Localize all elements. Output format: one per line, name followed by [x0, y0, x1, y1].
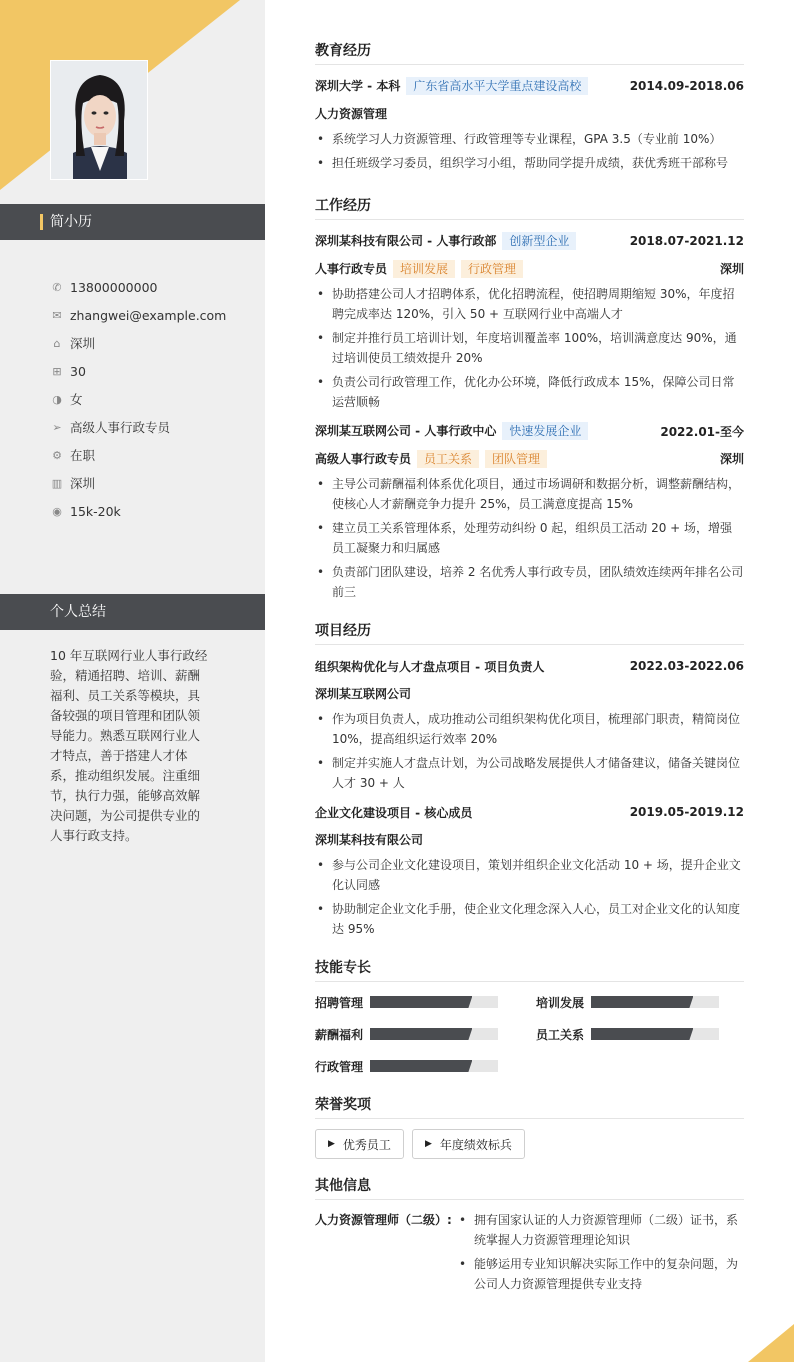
project-bullets — [315, 709, 744, 793]
contact-item — [50, 497, 226, 525]
skill-bar-fill — [370, 1028, 472, 1040]
list-item: • 负责公司行政管理工作，优化办公环境，降低行政成本 15%，保障公司日常运营顺畅 — [315, 372, 744, 412]
skill-item — [536, 992, 744, 1012]
list-item: • 协助搭建公司人才招聘体系，优化招聘流程，使招聘周期缩短 30%，年度招聘完成率达 120%，引入 50 + 互联网行业中高端人才 — [315, 284, 744, 324]
job-header — [315, 420, 744, 442]
summary-heading: 个人总结 — [0, 594, 265, 630]
job-bullets — [315, 474, 744, 602]
list-item: • 建立员工关系管理体系，处理劳动纠纷 0 起，组织员工活动 20 + 场，增强员工凝聚力和归属感 — [315, 518, 744, 558]
list-item: • 负责部门团队建设，培养 2 名优秀人事行政专员，团队绩效连续两年排名公司前三 — [315, 562, 744, 602]
skill-name: 薪酬福利 — [315, 1027, 364, 1042]
job-city: 深圳 — [719, 452, 744, 466]
skill-item — [315, 992, 536, 1012]
job-entry — [315, 230, 744, 412]
school-name: 深圳大学 - 本科 — [315, 79, 401, 93]
work-section — [315, 195, 744, 602]
list-item: • 参与公司企业文化建设项目，策划并组织企业文化活动 10 + 场，提升企业文化认同感 — [315, 855, 744, 895]
other-bullets — [457, 1210, 744, 1298]
contact-text: 深圳 — [70, 336, 96, 351]
skill-bar-fill — [591, 1028, 693, 1040]
job-bullets — [315, 284, 744, 412]
project-header — [315, 801, 744, 823]
summary-text: 10 年互联网行业人事行政经验，精通招聘、培训、薪酬福利、员工关系等模块，具备较强的项目管理和团队领导能力。熟悉互联网行业人才特点，善于搭建人才体系，推动组织发展。注重细节，执行力强，能够高效解决问题，为公司提供专业的人事行政支持。 — [50, 648, 208, 843]
job-role-row — [315, 258, 744, 280]
project-org: 深圳某科技有限公司 — [315, 833, 424, 847]
contact-text: 30 — [70, 363, 86, 379]
job-role-row — [315, 448, 744, 470]
major: 人力资源管理 — [315, 107, 388, 121]
contact-text: 高级人事行政专员 — [70, 420, 171, 435]
skill-bar-fill — [591, 996, 693, 1008]
honors-section — [315, 1094, 744, 1159]
role-tag: 行政管理 — [461, 260, 523, 278]
job-role: 人事行政专员 — [315, 262, 388, 276]
salary-icon: ◉ — [52, 504, 62, 518]
skill-name: 行政管理 — [315, 1059, 364, 1074]
list-item: • 系统学习人力资源管理、行政管理等专业课程，GPA 3.5（专业前 10%） — [315, 129, 744, 149]
education-date: 2014.09-2018.06 — [629, 79, 744, 93]
contact-list — [50, 273, 226, 525]
list-item: • 担任班级学习委员，组织学习小组，帮助同学提升成绩，获优秀班干部称号 — [315, 153, 744, 173]
resume-heading: 简小历 — [0, 204, 265, 240]
play-icon: ▶ — [328, 1139, 335, 1149]
send-icon: ➢ — [52, 420, 62, 434]
contact-item — [50, 329, 226, 357]
education-header — [315, 75, 744, 97]
company-tag: 快速发展企业 — [502, 422, 588, 440]
accent-corner — [748, 1324, 794, 1362]
company-name: 深圳某互联网公司 - 人事行政中心 — [315, 424, 497, 438]
project-name: 组织架构优化与人才盘点项目 - 项目负责人 — [315, 659, 545, 674]
award-label: 优秀员工 — [342, 1137, 391, 1152]
education-bullets — [315, 129, 744, 173]
skill-name: 员工关系 — [536, 1027, 585, 1042]
other-info — [315, 1210, 744, 1298]
list-item: • 作为项目负责人，成功推动公司组织架构优化项目，梳理部门职责，精简岗位 10%，提高组织运行效率 20% — [315, 709, 744, 749]
skills-section — [315, 957, 744, 1076]
status-icon: ⚙ — [52, 448, 62, 462]
heading-accent-bar — [40, 214, 43, 230]
skill-item — [315, 1024, 536, 1044]
play-icon: ▶ — [424, 1139, 432, 1149]
skill-bar-track — [370, 996, 498, 1008]
job-role: 高级人事行政专员 — [315, 452, 412, 466]
list-item: • 协助制定企业文化手册，使企业文化理念深入人心，员工对企业文化的认知度达 95% — [315, 899, 744, 939]
sidebar — [0, 0, 265, 1362]
section-title: 荣誉奖项 — [315, 1094, 744, 1119]
home-icon: ⌂ — [53, 336, 61, 350]
section-title: 工作经历 — [315, 195, 744, 220]
list-item: • 拥有国家认证的人力资源管理师（二级）证书，系统掌握人力资源管理理论知识 — [457, 1210, 744, 1250]
project-entry — [315, 655, 744, 793]
project-bullets — [315, 855, 744, 939]
project-org: 深圳某互联网公司 — [315, 687, 412, 701]
project-date: 2022.03-2022.06 — [629, 659, 744, 673]
email-icon: ✉ — [52, 308, 62, 322]
contact-item — [50, 385, 226, 413]
role-tag: 培训发展 — [393, 260, 455, 278]
contact-text: 13800000000 — [70, 279, 158, 295]
job-header — [315, 230, 744, 252]
contact-item — [50, 441, 226, 469]
skill-name: 招聘管理 — [315, 995, 364, 1010]
role-tag: 员工关系 — [417, 450, 479, 468]
skill-list — [315, 992, 744, 1076]
contact-item — [50, 469, 226, 497]
contact-text: 15k-20k — [70, 503, 121, 519]
job-entry — [315, 420, 744, 602]
contact-item — [50, 301, 226, 329]
skill-name: 培训发展 — [536, 995, 585, 1010]
job-city: 深圳 — [719, 262, 744, 276]
job-date: 2022.01-至今 — [660, 424, 744, 439]
section-title: 项目经历 — [315, 620, 744, 645]
age-icon: ⊞ — [52, 364, 62, 378]
company-name: 深圳某科技有限公司 - 人事行政部 — [315, 234, 497, 248]
contact-item — [50, 357, 226, 385]
contact-text: zhangwei@example.com — [70, 307, 227, 323]
education-section — [315, 40, 744, 173]
skill-bar-track — [370, 1060, 498, 1072]
certificate-label: 人力资源管理师（二级）: — [315, 1213, 452, 1227]
skill-bar-track — [370, 1028, 498, 1040]
job-list — [315, 230, 744, 602]
award-label: 年度绩效标兵 — [439, 1137, 512, 1152]
contact-text: 女 — [70, 392, 83, 407]
other-section — [315, 1175, 744, 1298]
school-tag: 广东省高水平大学重点建设高校 — [406, 77, 588, 95]
section-title: 其他信息 — [315, 1175, 744, 1200]
skill-bar-fill — [370, 1060, 472, 1072]
job-date: 2018.07-2021.12 — [629, 234, 744, 248]
project-header — [315, 655, 744, 677]
project-date: 2019.05-2019.12 — [629, 805, 744, 819]
projects-section — [315, 620, 744, 939]
contact-item — [50, 413, 226, 441]
skill-item — [315, 1056, 536, 1076]
skill-bar-track — [591, 1028, 719, 1040]
list-item: • 能够运用专业知识解决实际工作中的复杂问题，为公司人力资源管理提供专业支持 — [457, 1254, 744, 1294]
award-badge — [315, 1129, 404, 1159]
skill-item — [536, 1024, 744, 1044]
building-icon: ▥ — [51, 476, 63, 490]
phone-icon: ✆ — [52, 280, 62, 294]
section-title: 教育经历 — [315, 40, 744, 65]
skill-bar-fill — [370, 996, 472, 1008]
contact-text: 在职 — [70, 448, 96, 463]
avatar — [50, 60, 148, 180]
project-name: 企业文化建设项目 - 核心成员 — [315, 805, 473, 820]
main-content — [315, 40, 744, 1298]
list-item: • 制定并实施人才盘点计划，为公司战略发展提供人才储备建议，储备关键岗位人才 30 + 人 — [315, 753, 744, 793]
list-item: • 制定并推行员工培训计划，年度培训覆盖率 100%，培训满意度达 90%，通过培训使员工绩效提升 20% — [315, 328, 744, 368]
role-tag: 团队管理 — [485, 450, 547, 468]
list-item: • 主导公司薪酬福利体系优化项目，通过市场调研和数据分析，调整薪酬结构，使核心人才薪酬竞争力提升 25%，员工满意度提高 15% — [315, 474, 744, 514]
company-tag: 创新型企业 — [502, 232, 576, 250]
contact-item — [50, 273, 226, 301]
section-title: 技能专长 — [315, 957, 744, 982]
contact-text: 深圳 — [70, 476, 96, 491]
project-entry — [315, 801, 744, 939]
project-list — [315, 655, 744, 939]
gender-icon: ◑ — [52, 392, 62, 406]
award-list — [315, 1129, 744, 1159]
skill-bar-track — [591, 996, 719, 1008]
award-badge — [412, 1129, 525, 1159]
